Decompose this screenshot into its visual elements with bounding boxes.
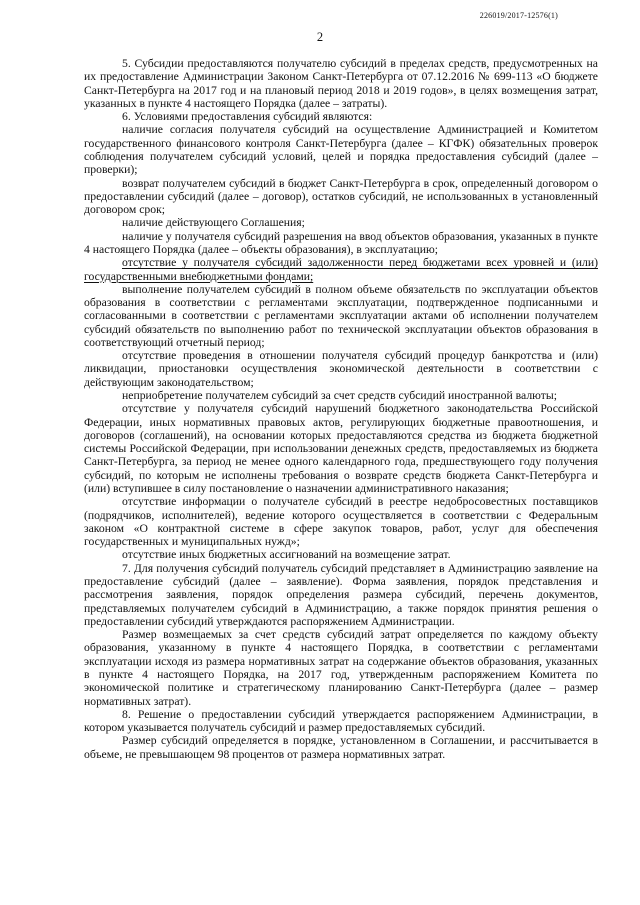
- paragraph-reimbursable-costs-size: Размер возмещаемых за счет средств субсидий затрат определяется по каждому объекту образования, указанному в пункте 4 настоящего Порядка, в соответствии с регламентами эксплуатации исходя из размера нормативных затрат на содержание объектов образования, указанных в пункте 4 настоящего Порядка, на 2017 год, утвержденным распоряжением Комитета по экономической политике и стратегическому планированию Санкт-Петербурга (далее – размер нормативных затрат).: [84, 628, 598, 708]
- condition-commissioning-permit: наличие у получателя субсидий разрешения на ввод объектов образования, указанных в пункте 4 настоящего Порядка (далее – объекты образования), в эксплуатацию;: [84, 229, 598, 256]
- paragraph-8-decision: 8. Решение о предоставлении субсидий утверждается распоряжением Администрации, в котором указывается получатель субсидий и размер предоставляемых субсидий.: [84, 707, 598, 735]
- condition-not-in-unfair-suppliers-registry: отсутствие информации о получателе субсидий в реестре недобросовестных поставщиков (подрядчиков, исполнителей), ведение которого осуществляется в соответствии с Федеральным законом «О контрактной системе в сфере закупок товаров, работ, услуг для обеспечения государственных и муниципальных нужд»;: [84, 495, 598, 549]
- document-id-stamp: 226019/2017-12576(1): [479, 11, 558, 20]
- condition-return-of-unused-subsidies: возврат получателем субсидий в бюджет Санкт-Петербурга в срок, определенный договором о предоставлении субсидий (далее – договор), остатков субсидий, не использованных в установленный договором срок;: [84, 176, 598, 217]
- condition-consent-to-inspections: наличие согласия получателя субсидий на осуществление Администрацией и Комитетом государственного финансового контроля Санкт-Петербурга (далее – КГФК) обязательных проверок соблюдения получателем субсидий условий, целей и порядка предоставления субсидий (далее – проверки);: [84, 123, 598, 177]
- condition-operation-obligations: выполнение получателем субсидий в полном объеме обязательств по эксплуатации объектов образования в соответствии с регламентами эксплуатации, подтвержденное подписанными и согласованными в соответствии с регламентами эксплуатации актами об исполнении получателем субсидий обязательств по выполнению работ по технической эксплуатации объектов образования в соответствующий отчетный период;: [84, 282, 598, 349]
- paragraph-6-conditions-heading: 6. Условиями предоставления субсидий являются:: [122, 110, 373, 124]
- condition-no-foreign-currency: неприобретение получателем субсидий за счет средств субсидий иностранной валюты;: [122, 389, 557, 403]
- condition-no-other-allocations: отсутствие иных бюджетных ассигнований на возмещение затрат.: [122, 548, 451, 562]
- condition-no-bankruptcy: отсутствие проведения в отношении получателя субсидий процедур банкротства и (или) ликвидации, приостановки осуществления экономической деятельности в соответствии с действующим законодательством;: [84, 349, 598, 389]
- paragraph-7-application: 7. Для получения субсидий получатель субсидий представляет в Администрацию заявление на предоставление субсидий (далее – заявление). Форма заявления, порядок представления и рассмотрения заявления, порядок определения размера субсидий, перечень документов, представляемых получателем субсидий в Администрацию, а также порядок принятия решения о предоставлении субсидий утверждаются распоряжением Администрации.: [84, 561, 598, 628]
- paragraph-subsidy-amount: Размер субсидий определяется в порядке, установленном в Соглашении, и рассчитывается в объеме, не превышающем 98 процентов от размера нормативных затрат.: [84, 734, 598, 761]
- page-number: 2: [316, 30, 324, 44]
- document-body: [84, 57, 598, 761]
- condition-no-budget-violations: отсутствие у получателя субсидий нарушений бюджетного законодательства Российской Федерации, иных нормативных правовых актов, регулирующих бюджетные правоотношения, и договоров (соглашений), на основании которых предоставляются средства из бюджета бюджетной системы Российской Федерации, при использовании денежных средств, предоставляемых из бюджета Санкт-Петербурга, за период не менее одного календарного года, предшествующего году получения субсидий, по которым не исполнены требования о возврате средств бюджета Санкт-Петербурга и (или) вступившее в силу постановление о назначении административного наказания;: [84, 402, 598, 495]
- paragraph-5-funding-limits: 5. Субсидии предоставляются получателю субсидий в пределах средств, предусмотренных на их предоставление Администрации Законом Санкт-Петербурга от 07.12.2016 № 699-113 «О бюджете Санкт-Петербурга на 2017 год и на плановый период 2018 и 2019 годов», в целях возмещения затрат, указанных в пункте 4 настоящего Порядка (далее – затраты).: [84, 57, 598, 110]
- condition-no-tax-arrears: отсутствие у получателя субсидий задолженности перед бюджетами всех уровней и (или) государственными внебюджетными фондами;: [84, 256, 598, 283]
- condition-valid-agreement: наличие действующего Соглашения;: [122, 216, 305, 230]
